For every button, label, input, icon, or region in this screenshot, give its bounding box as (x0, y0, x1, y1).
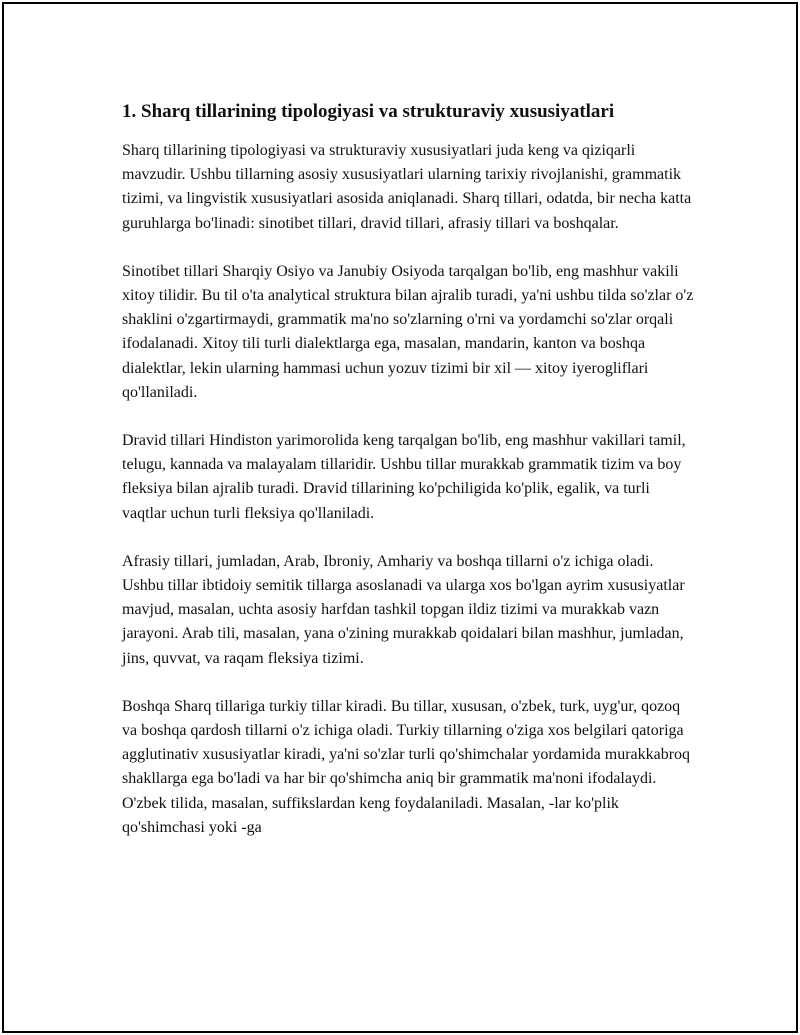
page-content (122, 98, 696, 840)
paragraph-afroasiatic: Afrasiy tillari, jumladan, Arab, Ibroniy, Amhariy va boshqa tillarni o'z ichiga oladi. Ushbu tillar ibtidoiy semitik tillarga asoslanadi va ularga xos bo'lgan ayrim xususiyatlar mavjud, masalan, uchta asosiy harfdan tashkil topgan ildiz tizimi va murakkab vazn jarayoni. Arab tili, masalan, yana o'zining murakkab qoidalari bilan mashhur, jumladan, jins, quvvat, va raqam fleksiya tizimi. (122, 552, 685, 667)
section-heading: 1. Sharq tillarining tipologiyasi va strukturaviy xususiyatlari (122, 101, 615, 122)
paragraph-sino-tibetan: Sinotibet tillari Sharqiy Osiyo va Janubiy Osiyoda tarqalgan bo'lib, eng mashhur vakili xitoy tilidir. Bu til o'ta analytical struktura bilan ajralib turadi, ya'ni ushbu tilda so'zlar o'z shaklini o'zgartirmaydi, grammatik ma'no so'zlarning o'rni va yordamchi so'zlar orqali ifodalanadi. Xitoy tili turli dialektlarga ega, masalan, mandarin, kanton va boshqa dialektlar, lekin ularning hammasi uchun yozuv tizimi bir xil — xitoy iyerogliflari qo'llaniladi. (122, 262, 694, 401)
paragraph-turkic: Boshqa Sharq tillariga turkiy tillar kiradi. Bu tillar, xususan, o'zbek, turk, uyg'ur, qozoq va boshqa qardosh tillarni o'z ichiga oladi. Turkiy tillarning o'ziga xos belgilari qatoriga agglutinativ xususiyatlar kiradi, ya'ni so'zlar turli qo'shimchalar yordamida murakkabroq shakllarga ega bo'ladi va har bir qo'shimcha aniq bir grammatik ma'noni ifodalaydi. O'zbek tilida, masalan, suffikslardan keng foydalaniladi. Masalan, -lar ko'plik qo'shimchasi yoki -ga (122, 697, 691, 836)
paragraph-intro: Sharq tillarining tipologiyasi va strukturaviy xususiyatlari juda keng va qiziqarli mavzudir. Ushbu tillarning asosiy xususiyatlari ularning tarixiy rivojlanishi, grammatik tizimi, va lingvistik xususiyatlari asosida aniqlanadi. Sharq tillari, odatda, bir necha katta guruhlarga bo'linadi: sinotibet tillari, dravid tillari, afrasiy tillari va boshqalar. (122, 142, 692, 232)
paragraph-dravidian: Dravid tillari Hindiston yarimorolida keng tarqalgan bo'lib, eng mashhur vakillari tamil, telugu, kannada va malayalam tillaridir. Ushbu tillar murakkab grammatik tizim va boy fleksiya bilan ajralib turadi. Dravid tillarining ko'pchiligida ko'plik, egalik, va turli vaqtlar uchun turli fleksiya qo'llaniladi. (122, 432, 686, 522)
page-frame (2, 2, 798, 1033)
